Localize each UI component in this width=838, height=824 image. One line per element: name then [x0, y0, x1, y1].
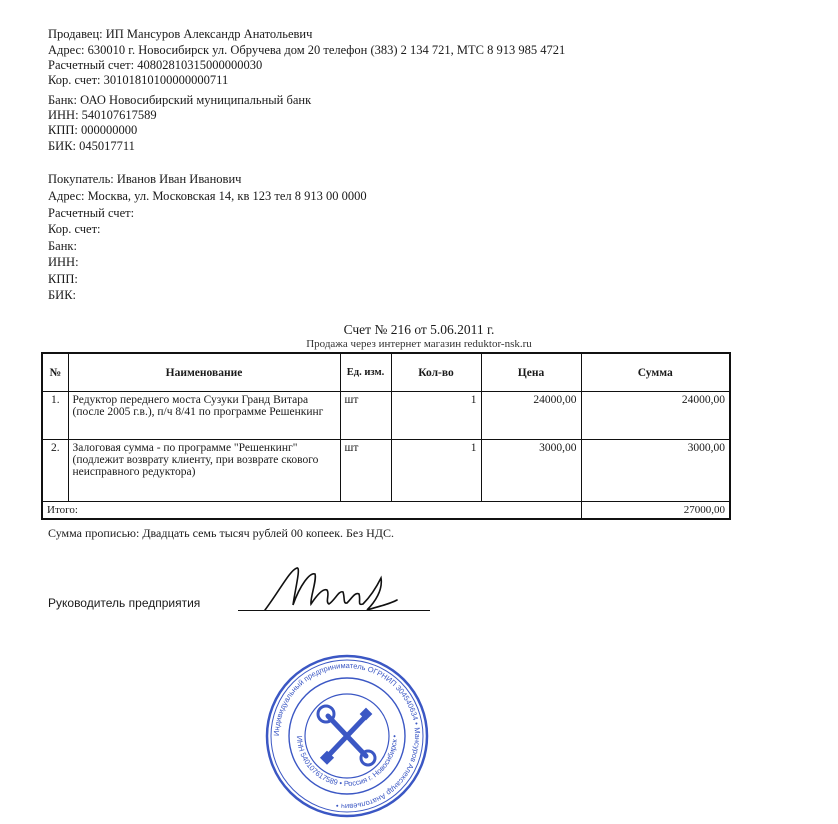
stamp-inner-text: ИНН 540107617589 • Россия г. Новосибирск •	[294, 734, 400, 789]
seller-inn: ИНН: 540107617589	[48, 108, 157, 122]
seller-name: Продавец: ИП Мансуров Александр Анатольевич	[48, 27, 313, 41]
buyer-bank: Банк:	[48, 239, 77, 253]
row-unit: шт	[340, 440, 391, 502]
table-header-row	[42, 353, 730, 392]
table-row	[42, 392, 730, 440]
row-name: Редуктор переднего моста Сузуки Гранд Витара (после 2005 г.в.), п/ч 8/41 по программе Решенкинг	[68, 392, 340, 440]
company-stamp	[262, 652, 432, 820]
buyer-corr-account: Кор. счет:	[48, 222, 101, 236]
invoice-subtitle: Продажа через интернет магазин reduktor-nsk.ru	[306, 338, 532, 350]
table-row	[42, 440, 730, 502]
seller-bank: Банк: ОАО Новосибирский муниципальный банк	[48, 93, 312, 107]
seller-address: Адрес: 630010 г. Новосибирск ул. Обручева дом 20 телефон (383) 2 134 721, МТС 8 913 985 4721	[48, 43, 566, 57]
total-value: 27000,00	[581, 502, 730, 520]
buyer-kpp: КПП:	[48, 272, 78, 286]
buyer-inn: ИНН:	[48, 255, 79, 269]
seller-bik: БИК: 045017711	[48, 139, 135, 153]
row-sum: 3000,00	[581, 440, 730, 502]
header-unit: Ед. изм.	[340, 353, 391, 392]
header-sum: Сумма	[581, 353, 730, 392]
header-qty: Кол-во	[391, 353, 481, 392]
seller-kpp: КПП: 000000000	[48, 123, 138, 137]
header-price: Цена	[481, 353, 581, 392]
buyer-address: Адрес: Москва, ул. Московская 14, кв 123 тел 8 913 00 0000	[48, 189, 367, 203]
row-sum: 24000,00	[581, 392, 730, 440]
row-qty: 1	[391, 440, 481, 502]
signature	[255, 560, 405, 620]
row-no: 2.	[42, 440, 68, 502]
row-qty: 1	[391, 392, 481, 440]
buyer-name: Покупатель: Иванов Иван Иванович	[48, 172, 242, 186]
row-no: 1.	[42, 392, 68, 440]
seller-account: Расчетный счет: 40802810315000000030	[48, 58, 263, 72]
row-unit: шт	[340, 392, 391, 440]
row-price: 24000,00	[481, 392, 581, 440]
sum-in-words: Сумма прописью: Двадцать семь тысяч рублей 00 копеек. Без НДС.	[48, 526, 394, 540]
invoice-table	[41, 352, 731, 520]
total-row	[42, 502, 730, 520]
total-label: Итого:	[42, 502, 581, 520]
header-no: №	[42, 353, 68, 392]
stamp-outer-text: Индивидуальный предприниматель ОГРНИП 304540634 • Мансуров Александр Анатольевич •	[271, 660, 423, 812]
invoice-title: Счет № 216 от 5.06.2011 г.	[343, 322, 495, 337]
wrench-icon	[318, 706, 375, 765]
buyer-bik: БИК:	[48, 288, 77, 302]
buyer-account: Расчетный счет:	[48, 206, 135, 220]
seller-corr-account: Кор. счет: 30101810100000000711	[48, 73, 229, 87]
director-label: Руководитель предприятия	[48, 596, 201, 610]
row-name: Залоговая сумма - по программе "Решенкинг" (подлежит возврату клиенту, при возврате скового неисправного редуктора)	[68, 440, 340, 502]
header-name: Наименование	[68, 353, 340, 392]
row-price: 3000,00	[481, 440, 581, 502]
